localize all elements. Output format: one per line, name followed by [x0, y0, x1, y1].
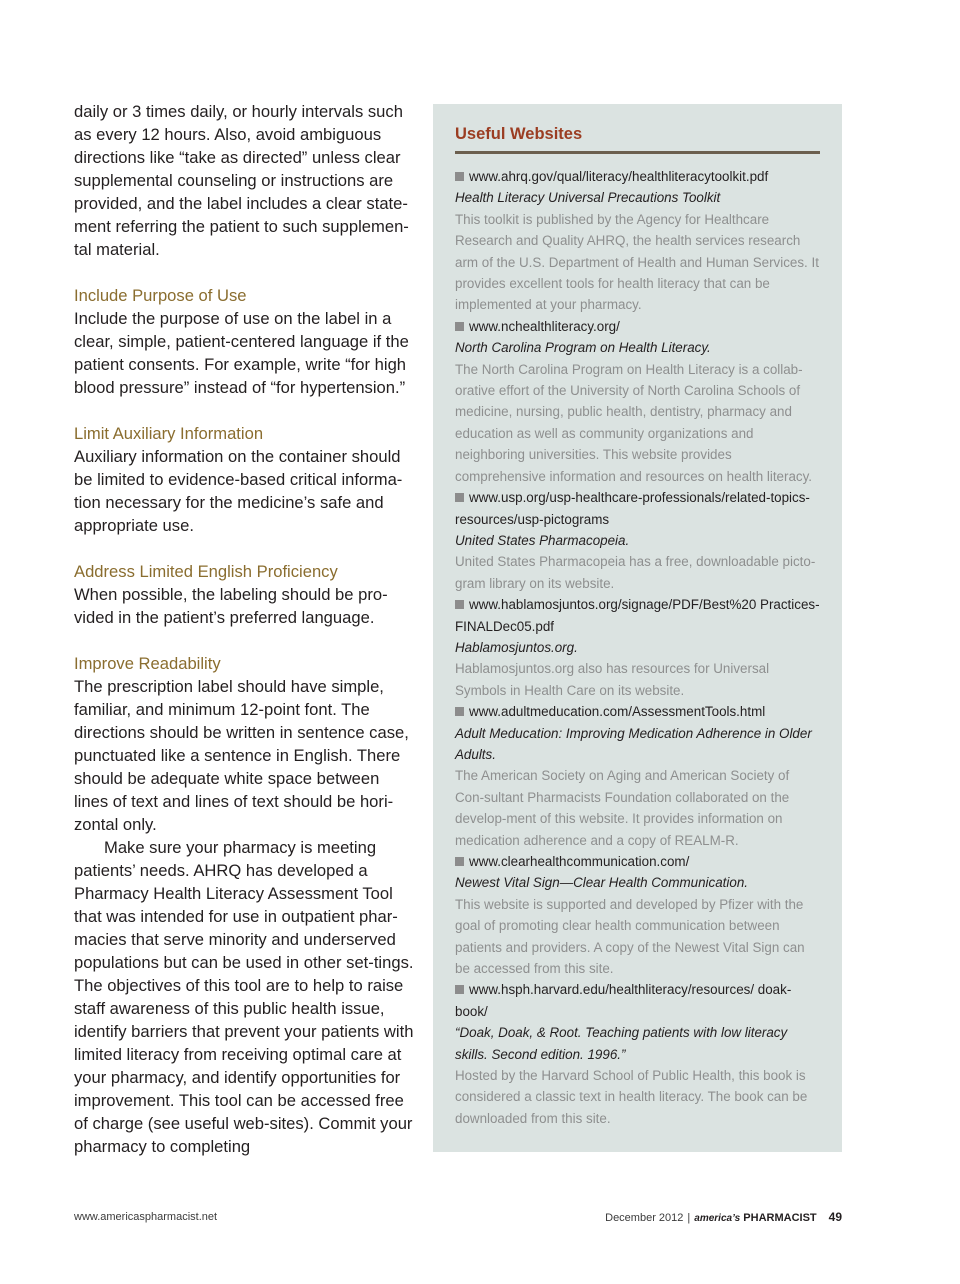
resource-description: The North Carolina Program on Health Literacy is a collab-orative effort of the University of North Carolina Schools of medicine, nursing, public health, dentistry, pharmacy and education as well as community organizations and neighboring universities. This website provides comprehensive information and resources on health literacy. [455, 361, 813, 484]
sidebar-title: Useful Websites [455, 124, 820, 154]
section-heading: Improve Readability [74, 654, 221, 673]
resource-name: United States Pharmacopeia. [455, 532, 630, 548]
section-limited-english [74, 560, 414, 629]
footer-website[interactable]: www.americaspharmacist.net [74, 1211, 218, 1223]
section-purpose-of-use [74, 284, 414, 399]
useful-websites-sidebar [433, 104, 842, 1152]
square-bullet-icon [455, 493, 464, 502]
resource-name: Adult Meducation: Improving Medication Adherence in Older Adults. [455, 725, 812, 762]
section-heading: Address Limited English Proficiency [74, 562, 338, 581]
website-link[interactable]: www.clearhealthcommunication.com/ [469, 854, 690, 869]
section-body-continued: Make sure your pharmacy is meeting patients’ needs. AHRQ has developed a Pharmacy Health Literacy Assessment Tool that was intended for use in outpatient phar-macies that serve minority and underserved populations but can be used in other set-tings. The objectives of this tool are to help to raise staff awareness of this public health issue, identify barriers that prevent your patients with limited literacy from receiving optimal care at your pharmacy, and identify opportunities for improvement. This tool can be accessed free of charge (see useful web-sites). Commit your pharmacy to completing [74, 838, 414, 1156]
issue-date: December 2012 [605, 1212, 684, 1224]
section-body: Auxiliary information on the container should be limited to evidence-based critical informa-tion necessary for the medicine’s safe and appropriate use. [74, 447, 403, 535]
section-heading: Limit Auxiliary Information [74, 424, 264, 443]
main-article-column [74, 100, 414, 1158]
website-link[interactable]: www.hablamosjuntos.org/signage/PDF/Best%20 Practices-FINALDec05.pdf [455, 597, 820, 634]
website-link[interactable]: www.adultmeducation.com/AssessmentTools.html [469, 704, 766, 720]
website-link[interactable]: www.hsph.harvard.edu/healthliteracy/resources/ doak-book/ [455, 982, 792, 1019]
square-bullet-icon [455, 600, 464, 609]
resource-name: “Doak, Doak, & Root. Teaching patients with low literacy skills. Second edition. 1996.” [455, 1025, 788, 1062]
website-entry [455, 701, 820, 851]
square-bullet-icon [455, 322, 464, 331]
section-limit-auxiliary [74, 422, 414, 537]
magazine-name [694, 1212, 816, 1224]
resource-description: Hosted by the Harvard School of Public Health, this book is considered a classic text in health literacy. The book can be downloaded from this site. [455, 1068, 808, 1126]
resource-description: United States Pharmacopeia has a free, downloadable picto-gram library on its website. [455, 554, 816, 591]
website-entry [455, 979, 820, 1129]
magazine-title: PHARMACIST [743, 1212, 817, 1224]
website-link[interactable]: www.usp.org/usp-healthcare-professionals/related-topics-resources/usp-pictograms [455, 490, 810, 527]
section-readability [74, 652, 414, 1158]
website-entry [455, 851, 820, 979]
resource-description: Hablamosjuntos.org also has resources for Universal Symbols in Health Care on its website. [455, 661, 770, 698]
resource-name: Health Literacy Universal Precautions Toolkit [455, 190, 721, 206]
website-entry [455, 487, 820, 594]
section-body: Include the purpose of use on the label in a clear, simple, patient-centered language if the patient consents. For example, write “for high blood pressure” instead of “for hypertension.” [74, 309, 409, 397]
page-number: 49 [828, 1210, 842, 1224]
resource-name: North Carolina Program on Health Literacy. [455, 340, 711, 356]
website-link[interactable]: www.ahrq.gov/qual/literacy/healthliteracytoolkit.pdf [469, 169, 769, 184]
square-bullet-icon [455, 707, 464, 716]
resource-description: This website is supported and developed by Pfizer with the goal of promoting clear health communication between patients and providers. A copy of the Newest Vital Sign can be accessed from this site. [455, 896, 805, 977]
section-body: The prescription label should have simple, familiar, and minimum 12-point font. The directions should be written in sentence case, punctuated like a sentence in English. There should be adequate white space between lines of text and lines of text should be hori-zontal only. [74, 677, 409, 834]
resource-name: Hablamosjuntos.org. [455, 639, 578, 655]
website-entry [455, 594, 820, 701]
intro-paragraph: daily or 3 times daily, or hourly intervals such as every 12 hours. Also, avoid ambiguous directions like “take as directed” unless clear supplemental counseling or instructions are provided, and the label includes a clear state-ment referring the patient to such supplemen-tal material. [74, 102, 409, 259]
footer-separator: | [687, 1212, 691, 1224]
footer-issue-info [605, 1210, 842, 1224]
section-heading: Include Purpose of Use [74, 286, 247, 305]
website-entry [455, 316, 820, 487]
square-bullet-icon [455, 172, 464, 181]
resource-description: This toolkit is published by the Agency for Healthcare Research and Quality AHRQ, the health services research arm of the U.S. Department of Health and Human Services. It provides excellent tools for health literacy that can be implemented at your pharmacy. [455, 211, 819, 313]
resource-description: The American Society on Aging and American Society of Con-sultant Pharmacists Foundation collaborated on the develop-ment of this website. It provides information on medication adherence and a copy of REALM-R. [455, 768, 790, 848]
website-link[interactable]: www.nchealthliteracy.org/ [469, 318, 620, 334]
square-bullet-icon [455, 857, 464, 866]
website-entry [455, 166, 820, 316]
magazine-prefix: america’s [694, 1213, 741, 1224]
resource-name: Newest Vital Sign—Clear Health Communication. [455, 875, 748, 891]
square-bullet-icon [455, 985, 464, 994]
section-body: When possible, the labeling should be pro-vided in the patient’s preferred language. [74, 585, 388, 627]
